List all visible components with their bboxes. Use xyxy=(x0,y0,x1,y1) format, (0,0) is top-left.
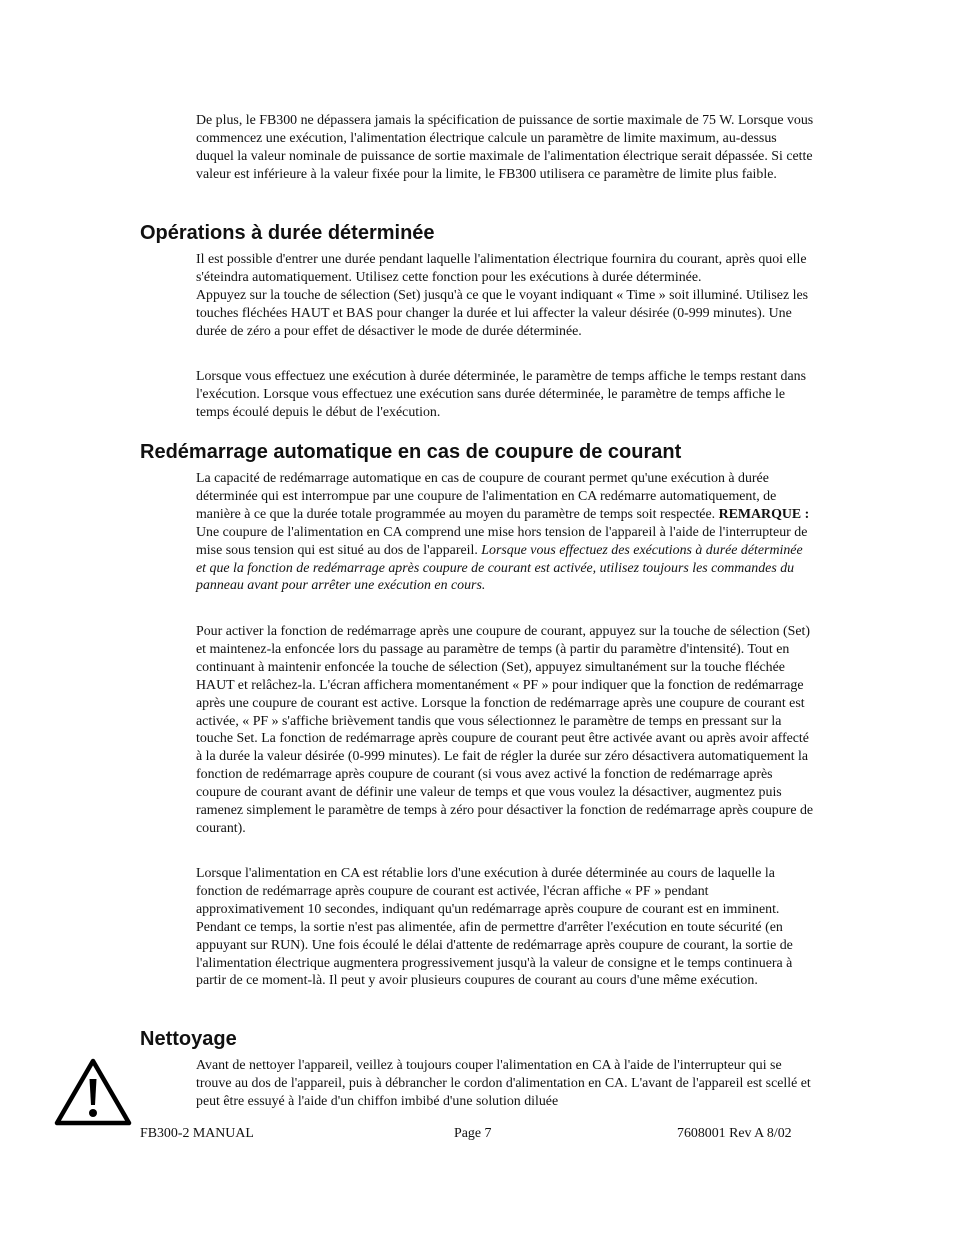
timed-paragraph-1-instructions: Appuyez sur la touche de sélection (Set) jusqu'à ce que le voyant indiquant « Time » soit illuminé. Utilisez les touches fléchées HAUT et BAS pour changer la durée et lui affecter la valeur désirée (0-999 minutes). Une durée de zéro a pour effet de désactiver le mode de durée déterminée. xyxy=(196,287,809,339)
heading-cleaning: Nettoyage xyxy=(140,1028,237,1050)
timed-paragraph-1 xyxy=(196,251,814,341)
restart-paragraph-1 xyxy=(196,470,814,595)
restart-paragraph-3: Lorsque l'alimentation en CA est rétablie lors d'une exécution à durée déterminée au cours de laquelle la fonction de redémarrage après coupure de courant est activée, l'écran affiche « PF » pendant approximativement 10 secondes, indiquant qu'un redémarrage après coupure de courant est en imminent. Pendant ce temps, la sortie n'est pas alimentée, afin de permettre d'arrêter l'exécution en toute sécurité (en appuyant sur RUN). Une fois écoulé le délai d'attente de redémarrage après coupure de courant, la sortie de l'alimentation électrique augmentera progressivement jusqu'à la valeur de consigne et le temps continuera à partir de ce moment-là. Il peut y avoir plusieurs coupures de courant au cours d'une même exécution. xyxy=(196,866,793,989)
footer-revision: 7608001 Rev A 8/02 xyxy=(677,1126,792,1141)
footer-page-number: Page 7 xyxy=(454,1126,492,1141)
intro-paragraph: De plus, le FB300 ne dépassera jamais la spécification de puissance de sortie maximale de 75 W. Lorsque vous commencez une exécution, l'alimentation électrique calcule un paramètre de limite maximum, au-dessus duquel la valeur nominale de puissance de sortie maximale de l'alimentation électrique serait dépassée. Si cette valeur est inférieure à la valeur fixée pour la limite, le FB300 utilisera ce paramètre de limite plus faible. xyxy=(196,113,814,182)
warning-triangle-icon xyxy=(54,1057,132,1127)
restart-paragraph-2: Pour activer la fonction de redémarrage après une coupure de courant, appuyez sur la touche de sélection (Set) et maintenez-la enfoncée lors du passage au paramètre de temps (à partir du paramètre d'intensité). Tout en continuant à maintenir enfoncée la touche de sélection (Set), appuyez simultanément sur la touche fléchée HAUT et relâchez-la. L'écran affichera momentanément « PF » pour indiquer que la fonction de redémarrage après une coupure de courant est active. Lorsque la fonction de redémarrage après une coupure de courant est activée, « PF » s'affiche brièvement tandis que vous sélectionnez le paramètre de temps en pressant sur la touche Set. La fonction de redémarrage après coupure de courant peut être activée avant ou après avoir affecté à la durée la valeur désirée (0-999 minutes). Le fait de régler la durée sur zéro désactivera automatiquement la fonction de redémarrage après coupure de courant (si vous avez activé la fonction de redémarrage après coupure de courant avant de définir une valeur de temps et que vous voulez la désactiver, augmentez puis ramenez simplement le paramètre de temps à zéro pour désactiver la fonction de redémarrage après coupure de courant). xyxy=(196,624,814,836)
note-label: REMARQUE : xyxy=(718,506,810,522)
note-text: Une coupure de l'alimentation en CA comprend une mise hors tension de l'appareil à l'aide de l'interrupteur de mise sous tension qui est situé au dos de l'appareil. xyxy=(196,524,808,558)
heading-timed-operations: Opérations à durée déterminée xyxy=(140,222,435,244)
heading-auto-restart: Redémarrage automatique en cas de coupure de courant xyxy=(140,441,682,463)
restart-paragraph-1-text: La capacité de redémarrage automatique en cas de coupure de courant permet qu'une exécution à durée déterminée qui est interrompue par une coupure de l'alimentation en CA redémarre automatiquement, de manière à ce que la durée totale programmée au moyen du paramètre de temps soit respectée. xyxy=(196,471,777,522)
timed-paragraph-2: Lorsque vous effectuez une exécution à durée déterminée, le paramètre de temps affiche le temps restant dans l'exécution. Lorsque vous effectuez une exécution sans durée déterminée, le paramètre de temps affiche le temps écoulé depuis le début de l'exécution. xyxy=(196,369,807,420)
timed-paragraph-1-text: Il est possible d'entrer une durée pendant laquelle l'alimentation électrique fournira du courant, après quoi elle s'éteindra automatiquement. Utilisez cette fonction pour les exécutions à durée déterminée. xyxy=(196,252,807,285)
footer-manual-title: FB300-2 MANUAL xyxy=(140,1126,254,1141)
restart-warning-italic: Lorsque vous effectuez des exécutions à durée déterminée et que la fonction de redémarrage après coupure de courant est activée, utilisez toujours les commandes du panneau avant pour arrêter une exécution en cours. xyxy=(196,542,803,594)
cleaning-paragraph: Avant de nettoyer l'appareil, veillez à toujours couper l'alimentation en CA à l'aide de l'interrupteur qui se trouve au dos de l'appareil, puis à débrancher le cordon d'alimentation en CA. L'avant de l'appareil est scellé et peut être essuyé à l'aide d'un chiffon imbibé d'une solution diluée xyxy=(196,1058,811,1109)
